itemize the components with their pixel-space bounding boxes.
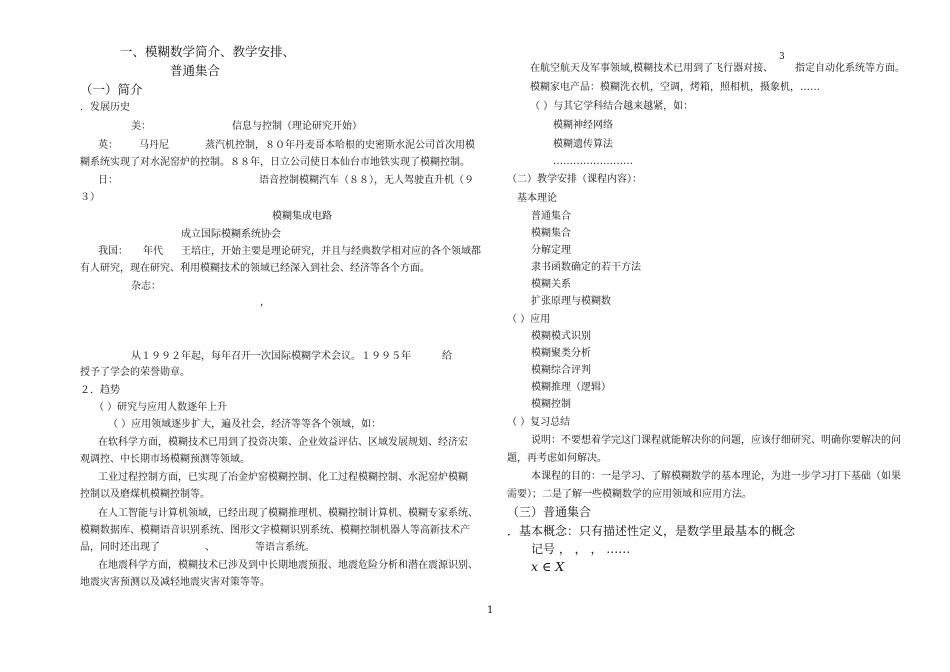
history-uk-person: 马丹尼 (139, 140, 169, 151)
fuzzy-genetic-algorithm: 模糊遗传算法 (553, 139, 613, 150)
industry-line-1: 工业过程控制方面，已实现了冶金炉窑模糊控制、化工过程模糊控制、水泥窑炉模糊 (98, 472, 468, 483)
ellipsis-dots: …………………… (553, 156, 633, 167)
history-conference-give: 给 (442, 351, 452, 362)
history-cn-decade: 年代 (143, 246, 163, 257)
history-conference-2: 授予了学会的荣誉勋章。 (80, 367, 190, 378)
home-appliances: 模糊家电产品：模糊洗衣机，空调，烤箱，照相机，摄象机，…… (530, 82, 820, 93)
section-intro-heading: （一）简介 (80, 82, 143, 97)
section-set-heading: （三）普通集合 (507, 505, 592, 519)
basic-item-3: 分解定理 (531, 245, 571, 256)
history-cn-text: 王培庄，开始主要是理论研究，并且与经典数学相对应的各个领域都 (181, 246, 481, 257)
superscript-number: 3 (779, 52, 785, 62)
history-jp-text: 语音控制模糊汽车（８８），无人驾驶直升机（９ (259, 175, 474, 186)
soft-science-line-1: 在软科学方面，模糊技术已用到了投资决策、企业效益评估、区域发展规划、经济宏 (98, 437, 468, 448)
history-cn-label: 我国： (98, 246, 128, 257)
ai-line-3-end: 等语言系统。 (255, 542, 315, 553)
aerospace-text-2: 指定自动化系统等方面。 (795, 63, 905, 74)
apply-item-2: 模糊聚类分析 (531, 348, 591, 359)
history-jp-text-2: ３） (80, 192, 100, 203)
basic-item-2: 模糊集合 (531, 228, 571, 239)
subheading-trend: ２．趋势 (80, 385, 120, 396)
apply-item-4: 模糊推理（逻辑） (531, 382, 611, 393)
soft-science-line-2: 观调控、中长期市场模糊预测等领域。 (80, 454, 250, 465)
subheading-history: ．发展历史 (80, 102, 130, 113)
trend-item-1: （ ）研究与应用人数逐年上升 (94, 402, 228, 413)
history-usa-text: 信息与控制（理论研究开始） (232, 121, 362, 132)
earthquake-line-1: 在地震科学方面，模糊技术已涉及到中长期地震预报、地震危险分析和潜在震源识别、 (98, 560, 478, 571)
ai-line-1: 在人工智能与计算机领域，已经出现了模糊推理机、模糊控制计算机、模糊专家系统、 (98, 508, 478, 519)
industry-line-2: 控制以及磨煤机模糊控制等。 (80, 489, 210, 500)
cross-discipline: （ ）与其它学科结合越来越紧，如： (530, 101, 694, 112)
earthquake-line-2: 地震灾害预测以及减轻地震灾害对策等等。 (80, 577, 270, 588)
goal-line-1: 本课程的目的：一是学习、了解模糊数学的基本理论，为进一步学习打下基础（如果 (531, 471, 901, 482)
basic-concept-line: ．基本概念：只有描述性定义，是数学里最基本的概念 (507, 524, 796, 538)
history-uk-text-2: 糊系统实现了对水泥窑炉的控制。８８年，日立公司使日本仙台市地铁实现了模糊控制。 (80, 157, 470, 168)
note-line-2: 题，再考虑如何解决。 (507, 453, 607, 464)
basic-item-6: 扩张原理与模糊数 (531, 296, 611, 307)
membership-formula: x ∈ X (531, 559, 565, 574)
note-line-1: 说明：不要想着学完这门课程就能解决你的问题，应该仔细研究、明确你要解决的问 (531, 435, 901, 446)
history-jp-label: 日： (98, 175, 118, 186)
ai-line-2: 模糊数据库、模糊语音识别系统、图形文字模糊识别系统、模糊控制机器人等高新技术产 (80, 525, 470, 536)
ai-line-3-sep: 、 (205, 542, 215, 553)
history-journal-comma: ， (260, 297, 270, 308)
aerospace-text: 在航空航天及军事领域,模糊技术已用到了飞行器对接、 (530, 63, 774, 74)
title-line-1: 一、模糊数学简介、教学安排、 (120, 44, 296, 59)
history-uk-label: 英： (98, 140, 118, 151)
title-line-2: 普通集合 (170, 63, 221, 78)
application-heading: （ ）应用 (507, 314, 551, 325)
page-number: 1 (487, 605, 494, 616)
ai-line-3-start: 品，同时还出现了 (80, 542, 160, 553)
trend-item-2: （ ）应用领域逐步扩大，遍及社会，经济等等各个领域，如： (108, 419, 382, 430)
history-chip: 模糊集成电路 (272, 211, 332, 222)
section-plan-heading: （二）教学安排（课程内容）： (507, 174, 642, 185)
history-cn-text-2: 有人研究，现在研究、利用模糊技术的领域已经深入到社会、经济等各个方面。 (80, 263, 430, 274)
apply-item-1: 模糊模式识别 (531, 331, 591, 342)
basic-item-5: 模糊关系 (531, 279, 571, 290)
fuzzy-neural-network: 模糊神经网络 (553, 120, 613, 131)
basic-item-1: 普通集合 (531, 211, 571, 222)
history-journal-label: 杂志： (131, 281, 161, 292)
history-uk-text: 蒸汽机控制，８０年丹麦哥本哈根的史密斯水泥公司首次用模 (205, 140, 475, 151)
goal-line-2: 需要）；二是了解一些模糊数学的应用领域和应用方法。 (507, 489, 752, 500)
basic-theory-heading: 基本理论 (517, 193, 557, 204)
history-usa-label: 美： (131, 121, 151, 132)
history-conference: 从１９９２年起，每年召开一次国际模糊学术会议。１９９５年 (131, 351, 411, 362)
review-heading: （ ）复习总结 (507, 417, 571, 428)
notation-line: 记号 ， ， ， …… (531, 542, 631, 556)
apply-item-5: 模糊控制 (531, 399, 571, 410)
history-association: 成立国际模糊系统协会 (181, 229, 281, 240)
basic-item-4: 隶书函数确定的若干方法 (531, 262, 641, 273)
apply-item-3: 模糊综合评判 (531, 365, 591, 376)
